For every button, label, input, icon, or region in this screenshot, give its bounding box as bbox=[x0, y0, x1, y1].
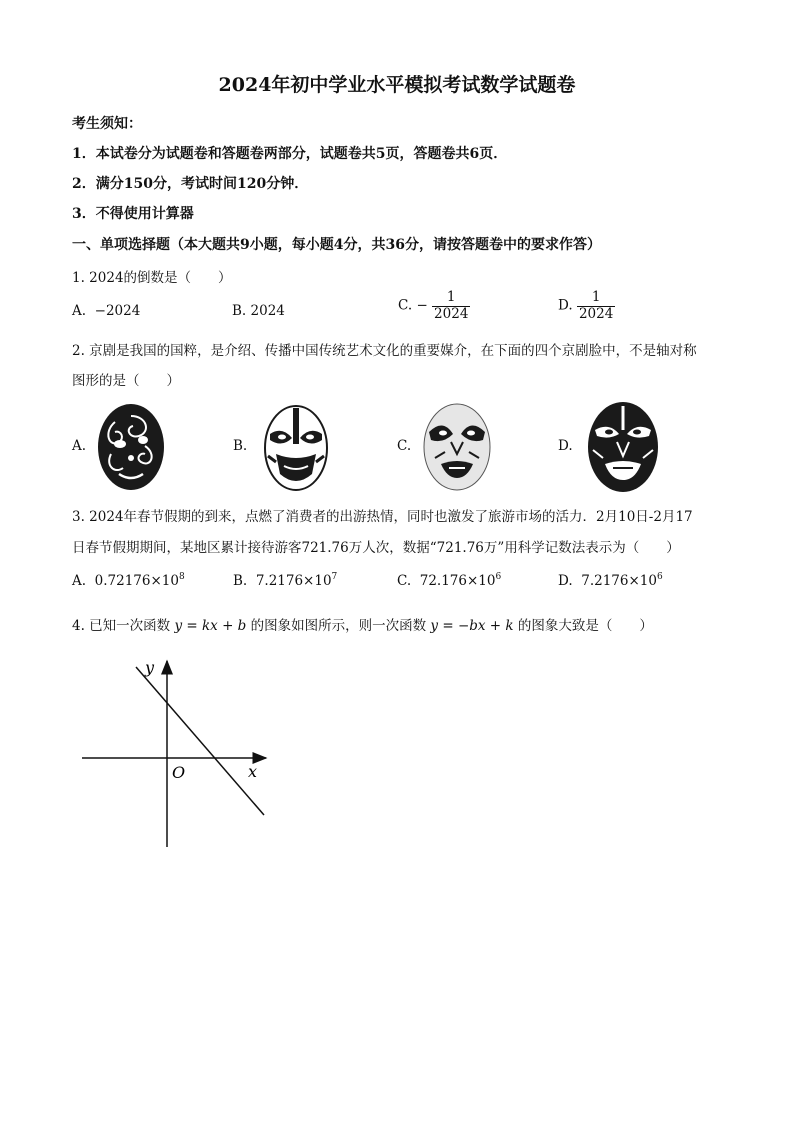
q4-graph bbox=[78, 655, 278, 850]
q4-function-1: y = kx + b bbox=[174, 618, 247, 634]
q2-option-b-label: B. bbox=[233, 438, 248, 454]
section-heading: 一、单项选择题（本大题共9小题，每小题4分，共36分，请按答题卷中的要求作答） bbox=[72, 237, 601, 253]
q1-option-b bbox=[232, 303, 285, 319]
q1-option-c-fraction bbox=[432, 290, 470, 322]
notice-heading: 考生须知： bbox=[72, 116, 142, 132]
opera-mask-a-image bbox=[95, 402, 167, 492]
q1-option-a-label: A. bbox=[72, 303, 87, 319]
q1-option-a-text: −2024 bbox=[94, 303, 141, 319]
q2-option-a-label: A. bbox=[72, 438, 87, 454]
q3-option-d-label: D. bbox=[558, 573, 573, 589]
q1-option-d-numerator: 1 bbox=[591, 289, 601, 305]
q3-option-d-exponent: 6 bbox=[656, 572, 663, 582]
q3-option-b bbox=[233, 572, 337, 589]
origin-label: O bbox=[172, 763, 186, 782]
q2-stem-line-2: 图形的是（ ） bbox=[72, 373, 180, 389]
q1-option-c-label: C. bbox=[398, 297, 413, 314]
q1-option-a bbox=[72, 303, 140, 319]
function-line bbox=[136, 667, 264, 815]
page-title: 2024年初中学业水平模拟考试数学试题卷 bbox=[218, 74, 576, 96]
q3-option-c-label: C. bbox=[397, 573, 412, 589]
q2-stem-line-1: 2. 京剧是我国的国粹，是介绍、传播中国传统艺术文化的重要媒介，在下面的四个京剧脸中，不是轴对称 bbox=[72, 343, 697, 359]
x-axis-label: x bbox=[248, 762, 258, 781]
q1-option-d bbox=[558, 290, 615, 322]
notice-item-2: 2．满分150分，考试时间120分钟． bbox=[72, 176, 309, 192]
q1-stem: 1. 2024的倒数是（ ） bbox=[72, 270, 232, 286]
q3-option-a bbox=[72, 572, 185, 589]
q3-option-b-label: B. bbox=[233, 573, 248, 589]
q3-option-b-base: 7.2176×10 bbox=[255, 573, 332, 589]
q1-option-d-label: D. bbox=[558, 297, 573, 314]
q3-option-c-base: 72.176×10 bbox=[419, 573, 496, 589]
opera-mask-b-image bbox=[262, 404, 330, 492]
q4-stem bbox=[72, 614, 653, 634]
notice-item-1: 1．本试卷分为试题卷和答题卷两部分，试题卷共5页，答题卷共6页． bbox=[72, 146, 508, 162]
q3-option-c-exponent: 6 bbox=[495, 572, 502, 582]
q3-option-a-base: 0.72176×10 bbox=[94, 573, 179, 589]
q3-option-a-exponent: 8 bbox=[178, 572, 185, 582]
q1-option-c bbox=[398, 290, 470, 322]
q4-stem-mid: 的图象如图所示，则一次函数 bbox=[250, 618, 427, 634]
opera-mask-d-image bbox=[585, 400, 661, 494]
q3-option-c bbox=[397, 572, 501, 589]
q2-option-c-label: C. bbox=[397, 438, 412, 454]
q1-option-c-sign: − bbox=[416, 297, 428, 314]
q1-option-b-label: B. bbox=[232, 303, 247, 319]
q3-option-a-label: A. bbox=[72, 573, 87, 589]
q1-option-c-numerator: 1 bbox=[446, 289, 456, 305]
q3-stem-line-2: 日春节假期期间，某地区累计接待游客721.76万人次，数据“721.76万”用科学记数法表示为（ ） bbox=[72, 540, 680, 556]
opera-mask-c-image bbox=[421, 402, 493, 492]
notice-item-3: 3．不得使用计算器 bbox=[72, 206, 194, 222]
q1-option-b-text: 2024 bbox=[250, 303, 285, 319]
q3-option-d bbox=[558, 572, 663, 589]
q1-option-c-denominator: 2024 bbox=[434, 305, 469, 322]
q4-stem-pre: 4. 已知一次函数 bbox=[72, 618, 171, 634]
q3-stem-line-1: 3. 2024年春节假期的到来，点燃了消费者的出游热情，同时也激发了旅游市场的活力．2月10日-2月17 bbox=[72, 509, 693, 525]
q4-stem-post: 的图象大致是（ ） bbox=[517, 618, 653, 634]
q2-option-d-label: D. bbox=[558, 438, 573, 454]
q1-option-d-fraction bbox=[577, 290, 615, 322]
y-axis-label: y bbox=[145, 658, 155, 677]
q1-option-d-denominator: 2024 bbox=[578, 305, 614, 322]
q3-option-b-exponent: 7 bbox=[331, 572, 338, 582]
q3-option-d-base: 7.2176×10 bbox=[581, 573, 657, 589]
q4-function-2: y = −bx + k bbox=[430, 618, 514, 634]
